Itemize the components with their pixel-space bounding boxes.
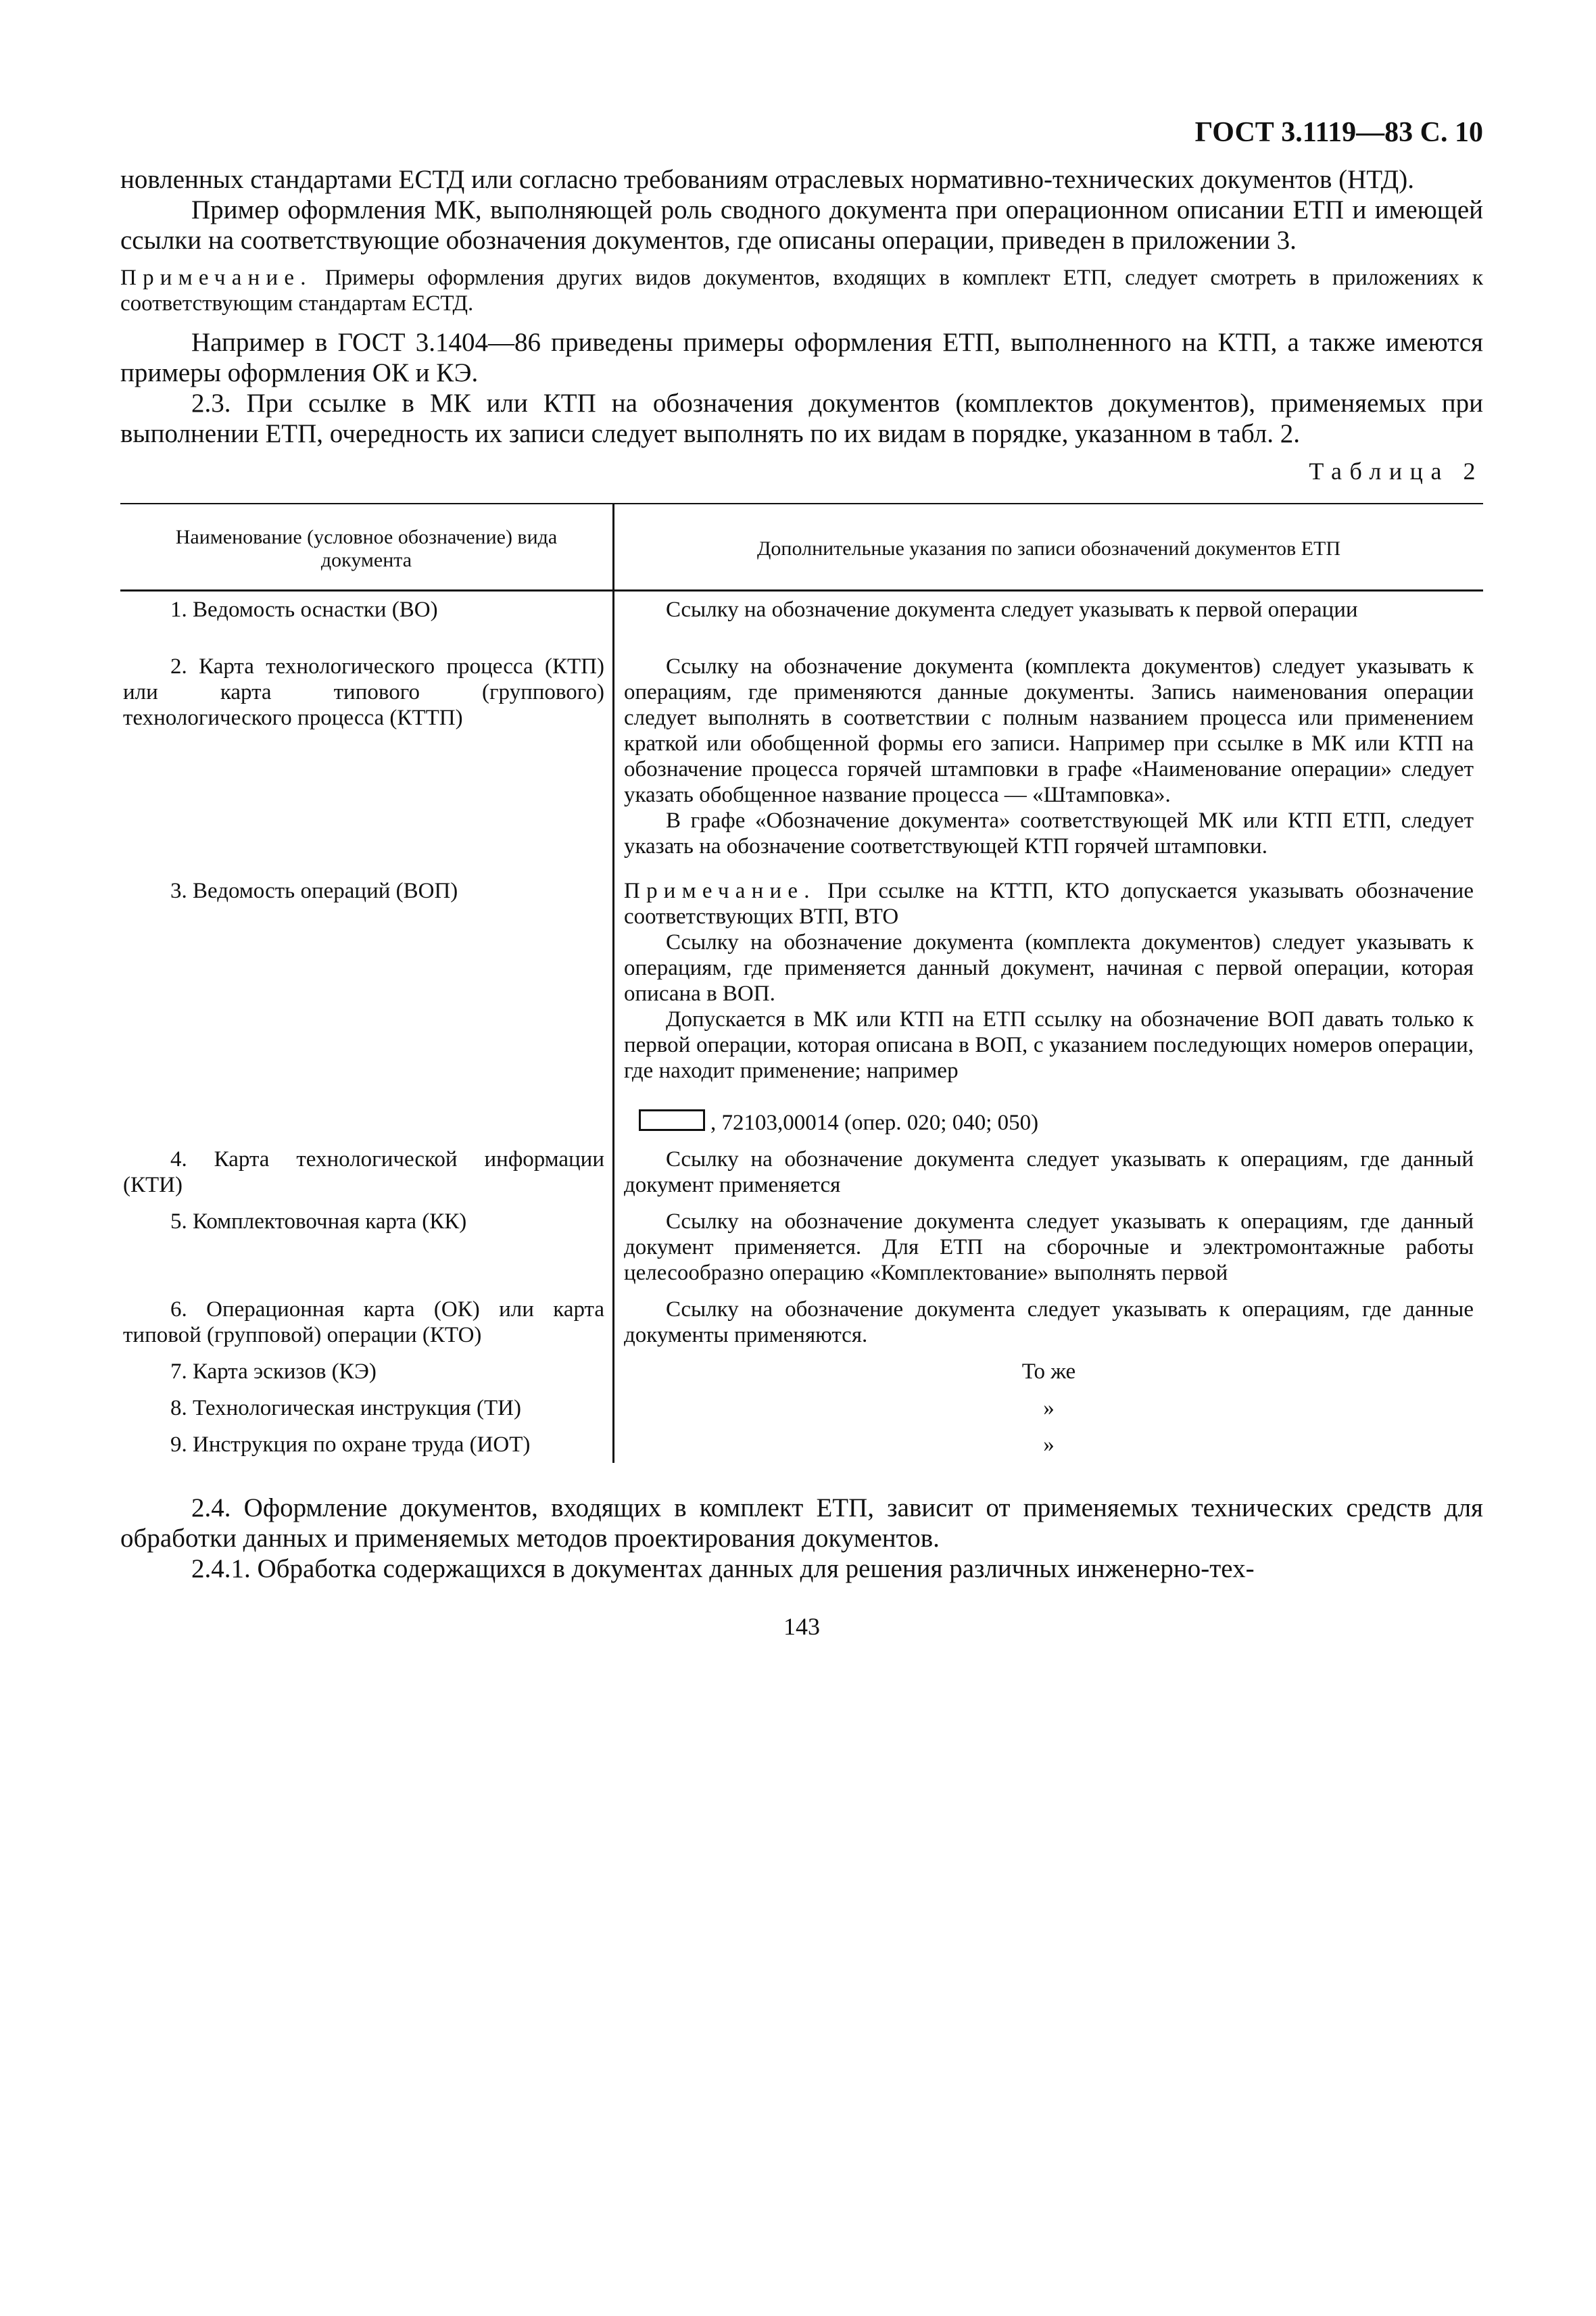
table-row: [120, 1203, 1483, 1291]
table-row: [120, 1141, 1483, 1203]
table-row: [120, 648, 1483, 873]
paragraph: 2.4. Оформление документов, входящих в комплект ЕТП, зависит от применяемых технических средств для обработки данных и применяемых методов проектирования документов.: [120, 1493, 1483, 1553]
row-note-text: При ссылке на КТТП, КТО допускается указывать обозначение соответствующих ВТП, ВТО: [624, 879, 1474, 929]
table-caption: Таблица 2: [1309, 458, 1483, 485]
table-row: [120, 591, 1483, 649]
table-row: [120, 1390, 1483, 1426]
paragraph: Например в ГОСТ 3.1404—86 приведены примеры оформления ЕТП, выполненного на КТП, а также имеются примеры оформления ОК и КЭ.: [120, 328, 1483, 387]
row-text: Ссылку на обозначение документа следует указывать к операциям, где данный документ применяется. Для ЕТП на сборочные и электромонтажные работы целесообразно операцию «Комплектование» выполнять первой: [624, 1209, 1474, 1285]
row-example-text: , 72103,00014 (опер. 020; 040; 050): [710, 1111, 1039, 1135]
note-text: Примеры оформления других видов документов, входящих в комплект ЕТП, следует смотреть в приложениях к соответствующим стандартам ЕСТД.: [120, 266, 1484, 316]
row-text: Ссылку на обозначение документа следует указывать к операциям, где данный документ применяется: [624, 1147, 1474, 1197]
row-text: То же: [1021, 1359, 1076, 1384]
paragraph: 2.3. При ссылке в МК или КТП на обозначения документов (комплектов документов), применяемых при выполнении ЕТП, очередность их записи следует выполнять по их видам в порядке, указанном в табл. 2.: [120, 389, 1483, 448]
table-row: [120, 1291, 1483, 1353]
row-text: »: [1043, 1432, 1055, 1457]
row-text-secondary: Допускается в МК или КТП на ЕТП ссылку на обозначение ВОП давать только к первой операции, которая описана в ВОП, с указанием последующих номеров операции, где находит применение; например: [624, 1007, 1474, 1083]
row-name: 2. Карта технологического процесса (КТП) или карта типового (группового) технологического процесса (КТТП): [123, 654, 604, 730]
row-note-label: Примечание.: [624, 879, 816, 903]
row-text-secondary: В графе «Обозначение документа» соответствующей МК или КТП ЕТП, следует указать на обозначение соответствующей КТП горячей штамповки.: [624, 809, 1474, 859]
row-name: 6. Операционная карта (ОК) или карта типовой (групповой) операции (КТО): [123, 1297, 604, 1347]
row-text: Ссылку на обозначение документа следует указывать к первой операции: [666, 598, 1358, 622]
row-text: Ссылку на обозначение документа (комплекта документов) следует указывать к операциям, где применяется данный документ, начиная с первой операции, которая описана в ВОП.: [624, 930, 1474, 1006]
page-number: 143: [783, 1613, 820, 1640]
paragraph: новленных стандартами ЕСТД или согласно требованиям отраслевых нормативно-технических документов (НТД).: [120, 165, 1414, 194]
column-header-name: Наименование (условное обозначение) вида документа: [120, 504, 614, 591]
placeholder-box: [639, 1109, 705, 1131]
table-row: [120, 1353, 1483, 1390]
note: [120, 265, 1483, 316]
note-label: Примечание.: [120, 266, 312, 290]
row-name: 3. Ведомость операций (ВОП): [170, 879, 458, 903]
page-header: ГОСТ 3.1119—83 С. 10: [1194, 117, 1483, 148]
row-text: Ссылку на обозначение документа следует указывать к операциям, где данные документы применяются.: [624, 1297, 1474, 1347]
row-example: [624, 1109, 1474, 1136]
row-note: [624, 878, 1474, 930]
row-name: 8. Технологическая инструкция (ТИ): [170, 1396, 521, 1420]
row-name: 4. Карта технологической информации (КТИ): [123, 1147, 604, 1197]
row-name: 1. Ведомость оснастки (ВО): [170, 598, 438, 622]
row-name: 5. Комплектовочная карта (КК): [170, 1209, 467, 1234]
row-name: 9. Инструкция по охране труда (ИОТ): [170, 1432, 531, 1457]
document-page: [120, 112, 1483, 1641]
table-header-row: [120, 504, 1483, 591]
column-header-instructions: Дополнительные указания по записи обозначений документов ЕТП: [614, 504, 1484, 591]
row-text: »: [1043, 1396, 1055, 1420]
row-text: Ссылку на обозначение документа (комплекта документов) следует указывать к операциям, где применяются данные документы. Запись наименования операции следует выполнять в соответствии с полным названием процесса или применением краткой или обобщенной формы его записи. Например при ссылке в МК или КТП на обозначение процесса горячей штамповки в графе «Наименование операции» следует указать обобщенное название процесса — «Штамповка».: [624, 654, 1474, 807]
table-row: [120, 873, 1483, 1141]
table-row: [120, 1426, 1483, 1463]
document-types-table: [120, 503, 1483, 1463]
paragraph: 2.4.1. Обработка содержащихся в документах данных для решения различных инженерно-тех-: [191, 1554, 1255, 1583]
paragraph: Пример оформления МК, выполняющей роль сводного документа при операционном описании ЕТП и имеющей ссылки на соответствующие обозначения документов, где описаны операции, приведен в приложении 3.: [120, 195, 1483, 255]
row-name: 7. Карта эскизов (КЭ): [170, 1359, 377, 1384]
